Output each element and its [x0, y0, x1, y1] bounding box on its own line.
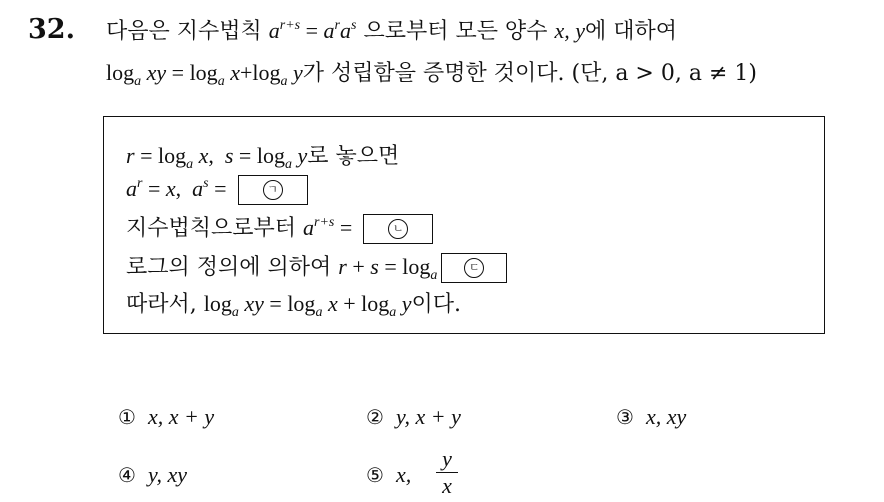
blank-label-1: ㄱ: [263, 180, 283, 200]
choice-3-number: ③: [616, 405, 634, 429]
choice-1-number: ①: [118, 405, 136, 429]
choice-5[interactable]: [366, 462, 411, 488]
proof-line-1: $r = \log_a x$, $s = \log_a y$로 놓으면: [126, 143, 400, 172]
blank-box-2: [363, 214, 433, 244]
proof-line5-end: 이다.: [411, 292, 461, 317]
question-condition: (단, a > 0, a ≠ 1): [571, 61, 757, 86]
fraction-denominator: x: [442, 473, 452, 498]
proof-line5-text: 따라서,: [126, 292, 197, 317]
choice-2-number: ②: [366, 405, 384, 429]
choice-5-text: x,: [395, 462, 412, 487]
question-line2-end: 가 성립함을 증명한 것이다.: [302, 61, 565, 86]
exponent-law: $a^{r+s} = a^ra^s$: [268, 18, 357, 43]
choice-1-text: x, x + y: [147, 404, 215, 429]
blank-box-3: [441, 253, 507, 283]
proof-line4-text: 로그의 정의에 의하여: [126, 255, 332, 280]
question-line-1: [106, 14, 677, 45]
blank-label-3: ㄷ: [464, 258, 484, 278]
choice-1[interactable]: [118, 404, 214, 430]
proof-box: [103, 116, 825, 334]
choice-5-number: ⑤: [366, 463, 384, 487]
choice-4-number: ④: [118, 463, 136, 487]
blank-label-2: ㄴ: [388, 219, 408, 239]
proof-line-2: $a^r = x$, $a^s$ = ㄱ: [126, 175, 308, 205]
blank-box-1: [238, 175, 308, 205]
choice-4-text: y, xy: [147, 462, 188, 487]
proof-line-4: 로그의 정의에 의하여 $r + s = \log_a$ ㄷ: [126, 250, 507, 284]
fraction-numerator: y: [442, 446, 452, 471]
choice-2-text: y, x + y: [395, 404, 461, 429]
choice-2[interactable]: [366, 404, 461, 430]
question-vars: x, y: [554, 18, 585, 43]
choice-3-text: x, xy: [645, 404, 687, 429]
question-line1-end: 에 대하여: [584, 19, 677, 44]
choice-4[interactable]: [118, 462, 187, 488]
log-identity: $\log_a$ xy = $\log_a x+\log_a$ y: [106, 60, 303, 89]
question-line-2: [106, 56, 757, 90]
question-rest-text: 으로부터 모든 양수: [363, 19, 548, 44]
choice-3[interactable]: [616, 404, 686, 430]
proof-line-5: 따라서, $\log_a$ xy = $\log_a x + \log_a y$이다.: [126, 291, 461, 320]
proof-line1-text: 로 놓으면: [307, 144, 400, 169]
proof-line-3: 지수법칙으로부터 $a^{r+s}$ = ㄴ: [126, 211, 433, 244]
choice-5-fraction: [436, 448, 458, 497]
question-intro-text: 다음은 지수법칙: [106, 19, 262, 44]
question-number: 32.: [28, 14, 75, 45]
proof-line3-text: 지수법칙으로부터: [126, 216, 297, 241]
